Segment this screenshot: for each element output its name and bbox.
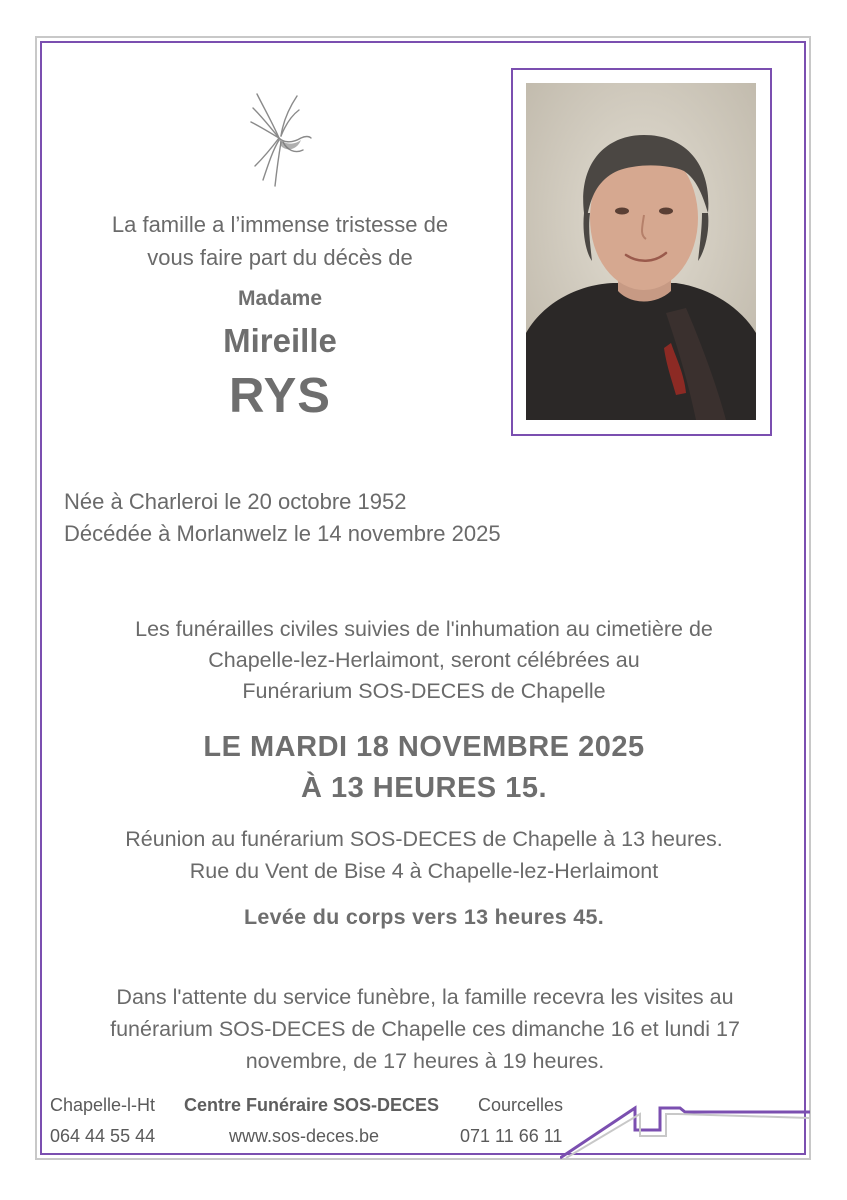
visits-line: novembre, de 17 heures à 19 heures. [245, 1049, 605, 1073]
visits-line: Dans l'attente du service funèbre, la famille recevra les visites au [116, 985, 734, 1009]
levee-info: Levée du corps vers 13 heures 45. [243, 905, 605, 929]
ceremony-time: À 13 HEURES 15. [300, 772, 548, 804]
footer-left-phone: 064 44 55 44 [50, 1126, 156, 1146]
reunion-info [50, 823, 798, 887]
portrait-illustration [526, 83, 756, 420]
reunion-line: Réunion au funérarium SOS-DECES de Chapelle à 13 heures. [125, 827, 723, 851]
deceased-first-name: Mireille [223, 322, 337, 359]
death-info: Décédée à Morlanwelz le 14 novembre 2025 [64, 521, 501, 546]
intro-line: vous faire part du décès de [147, 245, 413, 270]
ceremony-date: LE MARDI 18 NOVEMBRE 2025 [203, 731, 645, 763]
birth-info: Née à Charleroi le 20 octobre 1952 [64, 489, 407, 514]
deceased-title: Madame [237, 287, 323, 310]
funeral-line: Funérarium SOS-DECES de Chapelle [242, 679, 606, 703]
funeral-line: Chapelle-lez-Herlaimont, seront célébrées au [208, 648, 640, 672]
footer-website[interactable]: www.sos-deces.be [229, 1126, 380, 1146]
footer-left-city: Chapelle-l-Ht [50, 1095, 156, 1115]
footer-company-name: Centre Funéraire SOS-DECES [184, 1095, 440, 1115]
visits-line: funérarium SOS-DECES de Chapelle ces dimanche 16 et lundi 17 [110, 1017, 740, 1041]
portrait-photo [526, 83, 756, 420]
ceremony-datetime [50, 727, 798, 809]
footer-right-city: Courcelles [478, 1095, 564, 1115]
portrait-frame [511, 68, 772, 436]
visits-info [55, 981, 795, 1077]
reunion-address: Rue du Vent de Bise 4 à Chapelle-lez-Herlaimont [189, 859, 659, 883]
house-roof-icon [560, 1100, 810, 1160]
intro-line: La famille a l’immense tristesse de [111, 212, 449, 237]
dove-icon [243, 88, 315, 192]
funeral-info [50, 614, 798, 707]
footer-right-phone: 071 11 66 11 [460, 1126, 563, 1146]
deceased-last-name: RYS [229, 369, 331, 423]
intro-text [60, 208, 500, 274]
funeral-line: Les funérailles civiles suivies de l'inhumation au cimetière de [135, 617, 713, 641]
